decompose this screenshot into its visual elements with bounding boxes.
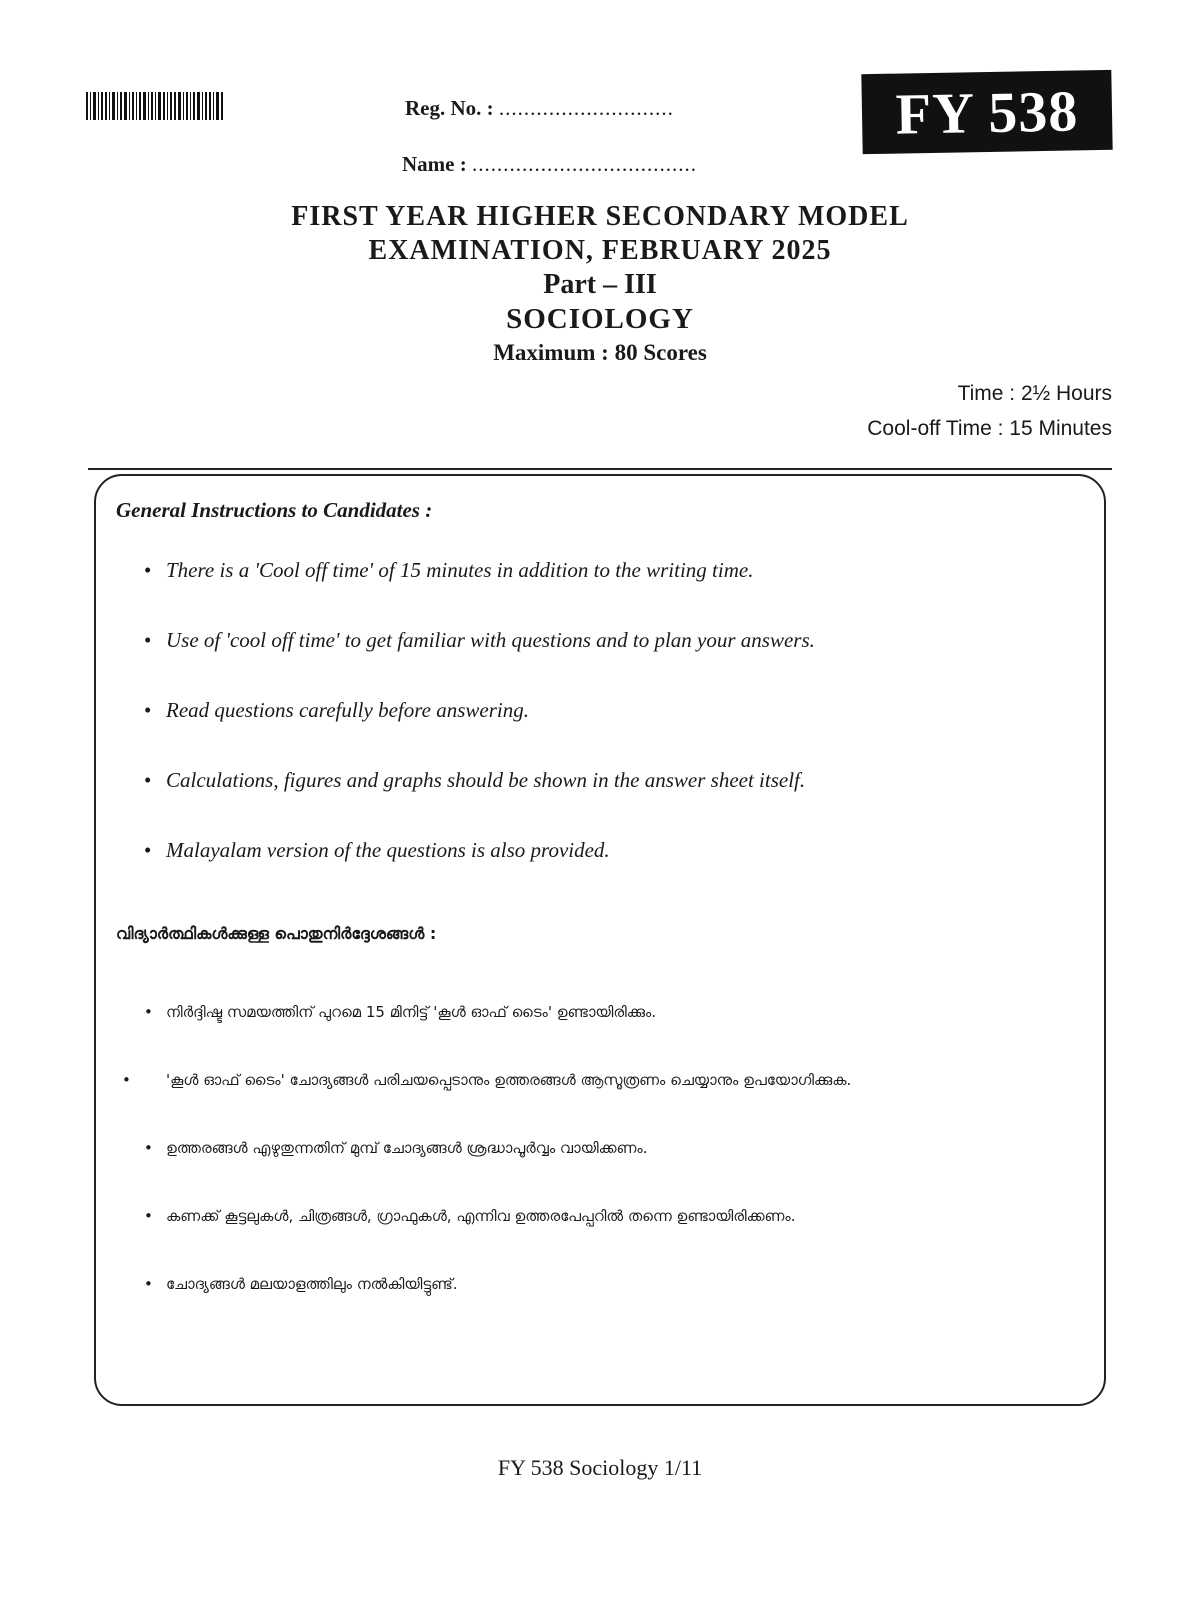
bullet-icon: • xyxy=(144,1139,153,1157)
malayalam-instructions-list xyxy=(122,992,1084,1332)
exam-title-line-2: EXAMINATION, FEBRUARY 2025 xyxy=(368,235,832,266)
bullet-icon: • xyxy=(144,558,152,582)
bullet-icon: • xyxy=(144,1207,153,1225)
exam-subject: SOCIOLOGY xyxy=(506,303,694,335)
barcode xyxy=(86,92,225,120)
malayalam-instructions-heading: വിദ്യാർത്ഥികൾക്കുള്ള പൊതുനിർദ്ദേശങ്ങൾ : xyxy=(116,924,437,943)
list-item: • ചോദ്യങ്ങൾ മലയാളത്തിലും നൽകിയിട്ടുണ്ട്. xyxy=(144,1264,1084,1304)
cool-off-time: Cool-off Time : 15 Minutes xyxy=(867,417,1112,440)
max-score: Maximum : 80 Scores xyxy=(493,340,707,365)
exam-part: Part – III xyxy=(543,269,657,300)
list-item: • കണക്ക് കൂട്ടലുകൾ, ചിത്രങ്ങൾ, ഗ്രാഫുകൾ, എന്നിവ ഉത്തരപേപ്പറിൽ തന്നെ ഉണ്ടായിരിക്കണം. xyxy=(144,1196,1084,1236)
exam-title-line-1: FIRST YEAR HIGHER SECONDARY MODEL xyxy=(291,201,909,232)
bullet-icon: • xyxy=(144,628,152,652)
list-item: • Read questions carefully before answering. xyxy=(144,698,529,722)
english-instructions-list xyxy=(144,558,815,908)
exam-title-block xyxy=(200,200,1000,370)
list-item: • 'കൂൾ ഓഫ് ടൈം' ചോദ്യങ്ങൾ പരിചയപ്പെടാനും ഉത്തരങ്ങൾ ആസൂത്രണം ചെയ്യാനും ഉപയോഗിക്കുക. xyxy=(144,1060,1084,1100)
name-field xyxy=(402,152,697,177)
reg-no-field xyxy=(405,96,674,121)
bullet-icon: • xyxy=(144,1275,153,1293)
instructions-heading: General Instructions to Candidates : xyxy=(116,498,433,522)
list-item: • Malayalam version of the questions is also provided. xyxy=(144,838,610,862)
list-item: • Calculations, figures and graphs should be shown in the answer sheet itself. xyxy=(144,768,806,792)
list-item: • There is a 'Cool off time' of 15 minutes in addition to the writing time. xyxy=(144,558,754,582)
instructions-box xyxy=(94,474,1106,1406)
name-label: Name : xyxy=(402,152,467,176)
bullet-icon: • xyxy=(144,838,152,862)
header-divider xyxy=(88,468,1112,470)
bullet-icon: • xyxy=(144,698,152,722)
bullet-icon: • xyxy=(144,1003,153,1021)
name-blank: .................................... xyxy=(471,152,697,176)
reg-no-label: Reg. No. : xyxy=(405,96,494,120)
time-allowed: Time : 2½ Hours xyxy=(957,382,1112,405)
page-footer: FY 538 Sociology 1/11 xyxy=(497,1455,703,1480)
bullet-icon: • xyxy=(144,768,152,792)
bullet-icon: • xyxy=(122,1071,131,1089)
list-item: • നിർദ്ദിഷ്ട സമയത്തിന് പുറമെ 15 മിനിട്ട് 'കൂൾ ഓഫ് ടൈം' ഉണ്ടായിരിക്കും. xyxy=(144,992,1084,1032)
list-item: • Use of 'cool off time' to get familiar with questions and to plan your answers. xyxy=(144,628,815,652)
list-item: • ഉത്തരങ്ങൾ എഴുതുന്നതിന് മുമ്പ് ചോദ്യങ്ങൾ ശ്രദ്ധാപൂർവ്വം വായിക്കണം. xyxy=(144,1128,1084,1168)
paper-code-badge: FY 538 xyxy=(861,70,1112,154)
reg-no-blank: ............................ xyxy=(498,96,674,120)
